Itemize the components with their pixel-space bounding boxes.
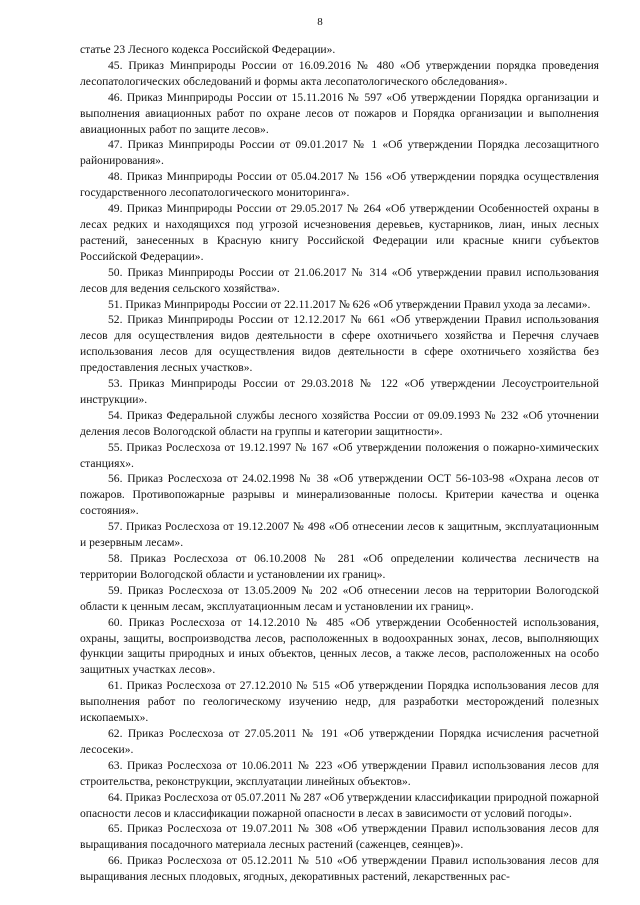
- list-item: 45. Приказ Минприроды России от 16.09.2016 № 480 «Об утверждении порядка проведения лесопатологических обследований и формы акта лесопатологического обследования».: [80, 58, 599, 88]
- continuation-paragraph: статье 23 Лесного кодекса Российской Федерации».: [80, 43, 336, 56]
- list-item: 51. Приказ Минприроды России от 22.11.2017 № 626 «Об утверждении Правил ухода за лесами».: [108, 297, 591, 311]
- document-body: [80, 42, 599, 885]
- list-item: 60. Приказ Рослесхоза от 14.12.2010 № 485 «Об утверждении Особенностей использования, охраны, защиты, воспроизводства лесов, расположенных в водоохранных зонах, лесов, выполняющих функции защиты природных и иных объектов, ценных лесов, а также лесов, расположенных на особо защитных участках лесов».: [80, 615, 599, 677]
- list-item: 46. Приказ Минприроды России от 15.11.2016 № 597 «Об утверждении Порядка организации и выполнения авиационных работ по охране лесов от пожаров и Порядка организации и выполнения авиационных работ по защите лесов».: [80, 90, 599, 136]
- list-item: 47. Приказ Минприроды России от 09.01.2017 № 1 «Об утверждении Порядка лесозащитного районирования».: [80, 138, 599, 168]
- list-item: 57. Приказ Рослесхоза от 19.12.2007 № 498 «Об отнесении лесов к защитным, эксплуатационным и резервным лесам».: [80, 520, 599, 550]
- list-item: 65. Приказ Рослесхоза от 19.07.2011 № 308 «Об утверждении Правил использования лесов для выращивания посадочного материала лесных растений (саженцев, сеянцев)».: [80, 822, 599, 852]
- list-item: 59. Приказ Рослесхоза от 13.05.2009 № 202 «Об отнесении лесов на территории Вологодской области к ценным лесам, эксплуатационным лесам и установлении их границ».: [80, 583, 599, 613]
- list-item: 61. Приказ Рослесхоза от 27.12.2010 № 515 «Об утверждении Порядка использования лесов для выполнения работ по геологическому изучению недр, для разработки месторождений полезных ископаемых».: [80, 679, 599, 725]
- list-item: 54. Приказ Федеральной службы лесного хозяйства России от 09.09.1993 № 232 «Об уточнении деления лесов Вологодской области на группы и категории защитности».: [80, 408, 599, 438]
- list-item: 50. Приказ Минприроды России от 21.06.2017 № 314 «Об утверждении правил использования лесов для ведения сельского хозяйства».: [80, 265, 599, 295]
- list-item: 66. Приказ Рослесхоза от 05.12.2011 № 510 «Об утверждении Правил использования лесов для выращивания лесных плодовых, ягодных, декоративных растений, лекарственных рас-: [80, 854, 599, 884]
- list-item: 55. Приказ Рослесхоза от 19.12.1997 № 167 «Об утверждении положения о пожарно-химических станциях».: [80, 440, 599, 470]
- list-item: 64. Приказ Рослесхоза от 05.07.2011 № 287 «Об утверждении классификации природной пожарной опасности лесов и классификации пожарной опасности в лесах в зависимости от условий погоды».: [80, 790, 599, 820]
- list-item: 49. Приказ Минприроды России от 29.05.2017 № 264 «Об утверждении Особенностей охраны в лесах редких и находящихся под угрозой исчезновения деревьев, кустарников, лиан, иных лесных растений, занесенных в Красную книгу Российской Федерации или красные книги субъектов Российской Федерации».: [80, 202, 599, 263]
- list-item: 52. Приказ Минприроды России от 12.12.2017 № 661 «Об утверждении Правил использования лесов для осуществления видов деятельности в сфере охотничьего хозяйства и Перечня случаев использования лесов для осуществления видов деятельности в сфере охотничьего хозяйства без предоставления лесных участков».: [80, 313, 599, 375]
- list-item: 58. Приказ Рослесхоза от 06.10.2008 № 281 «Об определении количества лесничеств на территории Вологодской области и установлении их границ».: [80, 552, 599, 581]
- list-item: 48. Приказ Минприроды России от 05.04.2017 № 156 «Об утверждении порядка осуществления государственного лесопатологического мониторинга».: [80, 170, 599, 200]
- list-item: 56. Приказ Рослесхоза от 24.02.1998 № 38 «Об утверждении ОСТ 56-103-98 «Охрана лесов от пожаров. Противопожарные разрывы и минерализованные полосы. Критерии качества и оценка состояния».: [80, 472, 599, 518]
- list-item: 62. Приказ Рослесхоза от 27.05.2011 № 191 «Об утверждении Порядка исчисления расчетной лесосеки».: [80, 726, 599, 756]
- list-item: 63. Приказ Рослесхоза от 10.06.2011 № 223 «Об утверждении Правил использования лесов для строительства, реконструкции, эксплуатации линейных объектов».: [80, 758, 599, 788]
- page-number: 8: [317, 16, 323, 28]
- list-item: 53. Приказ Минприроды России от 29.03.2018 № 122 «Об утверждении Лесоустроительной инструкции».: [80, 377, 599, 406]
